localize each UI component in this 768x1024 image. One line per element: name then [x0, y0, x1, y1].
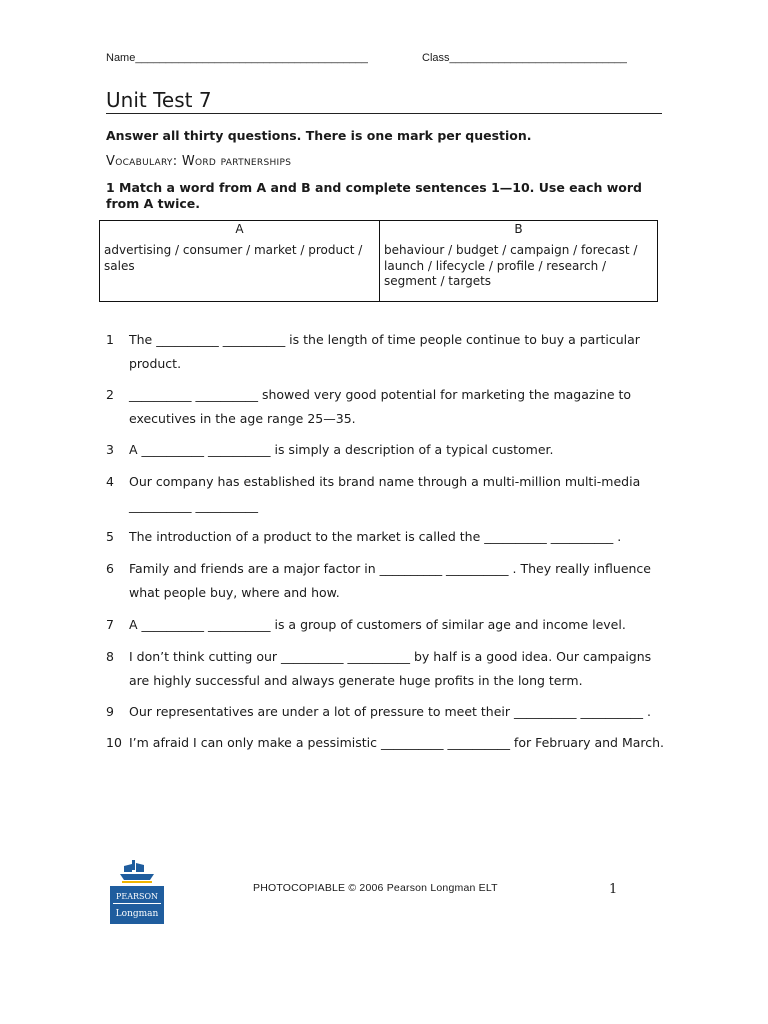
question-item [106, 438, 666, 462]
question-text: __________ __________ showed very good potential for marketing the magazine to executives in the age range 25—35. [129, 387, 632, 426]
question-item [106, 383, 666, 431]
table-header-b: B [514, 222, 523, 236]
question-number: 2 [106, 387, 114, 402]
question-number: 7 [106, 617, 114, 632]
table-words-b: behaviour / budget / campaign / forecast / launch / lifecycle / profile / research / segment / targets [384, 243, 638, 288]
question-text: Our representatives are under a lot of pressure to meet their __________ __________ . [129, 704, 651, 719]
page-number: 1 [609, 882, 618, 897]
question-item [106, 328, 666, 376]
question-item [106, 700, 666, 724]
class-field: Class_____________________________ [422, 52, 627, 64]
question-text: A __________ __________ is a group of customers of similar age and income level. [129, 617, 626, 632]
question-text: The __________ __________ is the length of time people continue to buy a particular product. [129, 332, 640, 371]
question-number: 4 [106, 474, 114, 489]
question-text: I don’t think cutting our __________ __________ by half is a good idea. Our campaigns are highly successful and always generate huge profits in the long term. [129, 649, 652, 688]
question-number: 9 [106, 704, 114, 719]
instructions: Answer all thirty questions. There is one mark per question. [106, 128, 532, 143]
question-item [106, 645, 666, 693]
question-text: Family and friends are a major factor in __________ __________ . They really influence what people buy, where and how. [129, 561, 651, 600]
logo-text-bottom: Longman [115, 909, 159, 919]
question-text: A __________ __________ is simply a description of a typical customer. [129, 442, 554, 457]
word-table [99, 220, 658, 302]
question-number: 1 [106, 332, 114, 347]
name-field: Name______________________________________ [106, 52, 368, 64]
page-title: Unit Test 7 [106, 88, 212, 112]
question-item [106, 613, 666, 637]
question-item [106, 470, 666, 518]
question-number: 6 [106, 561, 114, 576]
question-number: 3 [106, 442, 114, 457]
question-number: 8 [106, 649, 114, 664]
logo-text-top: PEARSON [115, 892, 159, 901]
table-header-a: A [100, 221, 380, 239]
question-text: Our company has established its brand name through a multi-million multi-media __________ __________ [129, 474, 641, 513]
table-words-a: advertising / consumer / market / product / sales [100, 239, 380, 301]
question-item [106, 731, 666, 755]
question-text: I’m afraid I can only make a pessimistic __________ __________ for February and March. [129, 735, 665, 750]
task-instruction: 1 Match a word from A and B and complete sentences 1—10. Use each word from A twice. [106, 180, 643, 211]
photocopiable-notice: PHOTOCOPIABLE © 2006 Pearson Longman ELT [253, 882, 498, 894]
pearson-longman-logo [110, 858, 164, 924]
question-number: 5 [106, 529, 114, 544]
title-divider [106, 113, 662, 114]
question-number: 10 [106, 735, 122, 750]
section-heading: Vocabulary: Word partnerships [106, 154, 292, 169]
question-text: The introduction of a product to the market is called the __________ __________ . [129, 529, 622, 544]
question-item [106, 557, 666, 605]
question-item [106, 525, 666, 549]
